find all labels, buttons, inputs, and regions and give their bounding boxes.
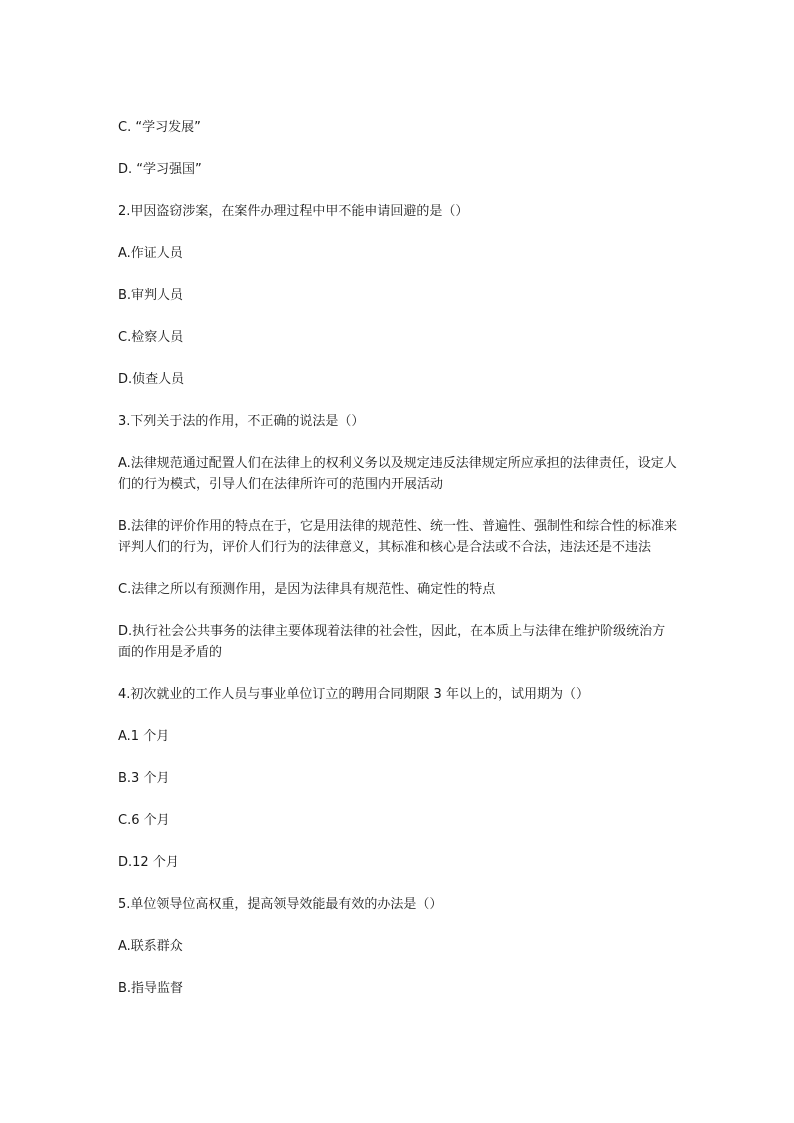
spacer [118,306,678,327]
q2-option-c: C.检察人员 [118,330,184,345]
q4-option-c: C.6 个月 [118,813,170,828]
q3-option-d: D.执行社会公共事务的法律主要体现着法律的社会性，因此，在本质上与法律在维护阶级统治方面的作用是矛盾的 [118,624,666,660]
q1-option-c: C. “学习发展” [118,120,201,135]
q3-option-a: A.法律规范通过配置人们在法律上的权利义务以及规定违反法律规定所应承担的法律责任，设定人们的行为模式，引导人们在法律所许可的范围内开展活动 [118,456,677,492]
spacer [118,705,678,726]
spacer [118,747,678,768]
spacer [118,348,678,369]
q4-stem: 4.初次就业的工作人员与事业单位订立的聘用合同期限 3 年以上的，试用期为（） [118,687,589,702]
q5-option-b: B.指导监督 [118,981,184,996]
q4-option-d: D.12 个月 [118,855,179,870]
spacer [118,663,678,684]
q2-option-b: B.审判人员 [118,288,184,303]
q5-option-a: A.联系群众 [118,939,183,954]
spacer [118,915,678,936]
spacer [118,432,678,453]
spacer [118,222,678,243]
spacer [118,789,678,810]
spacer [118,138,678,159]
q3-option-c: C.法律之所以有预测作用，是因为法律具有规范性、确定性的特点 [118,582,496,597]
spacer [118,873,678,894]
document-body [118,117,678,999]
spacer [118,180,678,201]
spacer [118,600,678,621]
q2-stem: 2.甲因盗窃涉案，在案件办理过程中甲不能申请回避的是（） [118,204,469,219]
q4-option-b: B.3 个月 [118,771,170,786]
q3-option-b: B.法律的评价作用的特点在于，它是用法律的规范性、统一性、普遍性、强制性和综合性的标准来评判人们的行为，评价人们行为的法律意义，其标准和核心是合法或不合法，违法还是不违法 [118,519,678,555]
q2-option-d: D.侦查人员 [118,372,185,387]
q5-stem: 5.单位领导位高权重，提高领导效能最有效的办法是（） [118,897,443,912]
q4-option-a: A.1 个月 [118,729,170,744]
spacer [118,957,678,978]
spacer [118,831,678,852]
spacer [118,495,678,516]
spacer [118,390,678,411]
spacer [118,558,678,579]
q1-option-d: D. “学习强国” [118,162,202,177]
q2-option-a: A.作证人员 [118,246,183,261]
spacer [118,264,678,285]
q3-stem: 3.下列关于法的作用，不正确的说法是（） [118,414,365,429]
